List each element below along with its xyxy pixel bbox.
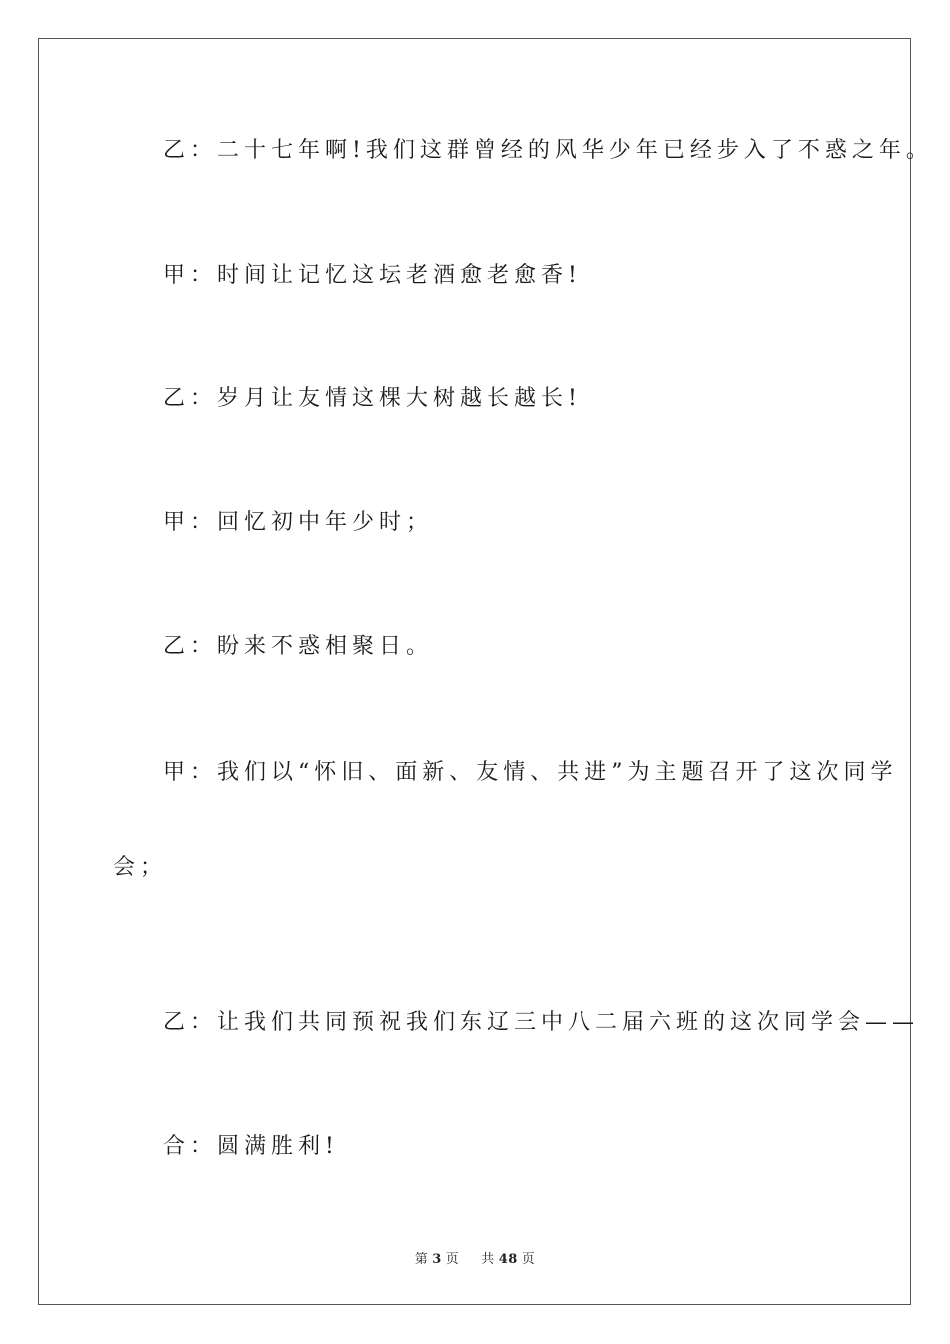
dialogue-line-6-continued: 会； [113, 855, 168, 880]
dialogue-line-5: 乙：盼来不惑相聚日。 [163, 634, 434, 659]
dialogue-line-2: 甲：时间让记忆这坛老酒愈老愈香! [163, 263, 582, 288]
dialogue-line-3: 乙：岁月让友情这棵大树越长越长! [163, 386, 582, 411]
page-indicator: 第 3 页 [414, 1252, 460, 1267]
page-frame [38, 38, 911, 1305]
total-pages-indicator: 共 48 页 [481, 1252, 536, 1267]
page-number: 3 [432, 1252, 442, 1267]
dialogue-line-4: 甲：回忆初中年少时； [163, 510, 434, 535]
dialogue-line-7: 乙：让我们共同预祝我们东辽三中八二届六班的这次同学会—— [163, 1010, 920, 1035]
dialogue-line-8: 合：圆满胜利! [163, 1134, 339, 1159]
dialogue-line-1: 乙：二十七年啊!我们这群曾经的风华少年已经步入了不惑之年。 [163, 138, 933, 163]
total-pages: 48 [498, 1252, 518, 1267]
page-footer [0, 1248, 950, 1267]
dialogue-line-6: 甲：我们以“怀旧、面新、友情、共进”为主题召开了这次同学 [163, 760, 898, 785]
